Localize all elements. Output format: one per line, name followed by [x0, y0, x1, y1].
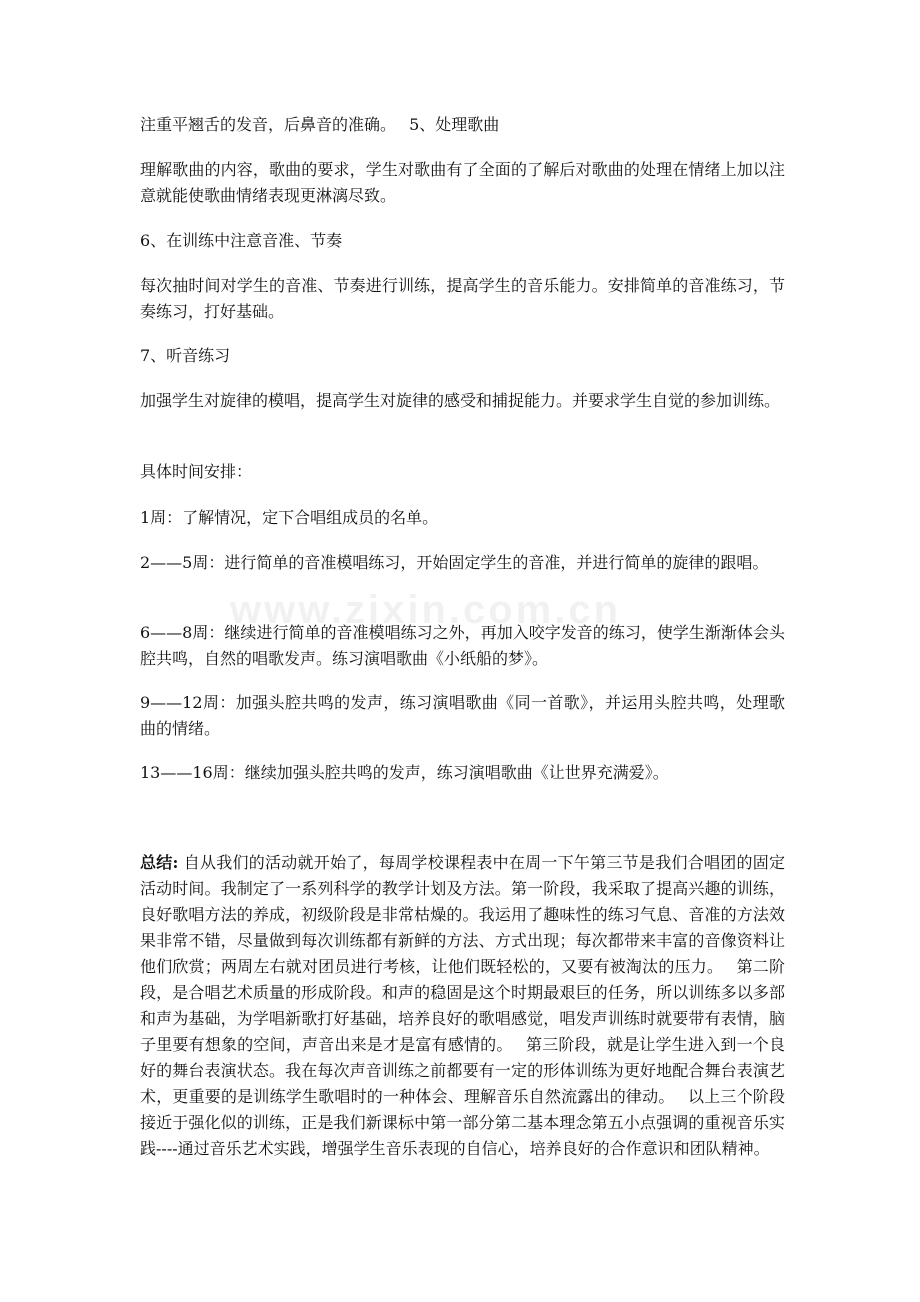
summary-text: 自从我们的活动就开始了，每周学校课程表中在周一下午第三节是我们合唱团的固定活动时间。我制定了一系列科学的教学计划及方法。第一阶段，我采取了提高兴趣的训练，良好歌唱方法的养成，初级阶段是非常枯燥的。我运用了趣味性的练习气息、音准的方法效果非常不错，尽量做到每次训练都有新鲜的方法、方式出现；每次都带来丰富的音像资料让他们欣赏；两周左右就对团员进行考核，让他们既轻松的，又要有被淘汰的压力。 第二阶段，是合唱艺术质量的形成阶段。和声的稳固是这个时期最艰巨的任务，所以训练多以多部和声为基础，为学唱新歌打好基础，培养良好的歌唱感觉，唱发声训练时就要带有表情，脑子里要有想象的空间，声音出来是才是富有感情的。 第三阶段，就是让学生进入到一个良好的舞台表演状态。我在每次声音训练之前都要有一定的形体训练为更好地配合舞台表演艺术，更重要的是训练学生歌唱时的一种体会、理解音乐自然流露出的律动。 以上三个阶段接近于强化似的训练，正是我们新课标中第一部分第二基本理念第五小点强调的重视音乐实践----通过音乐艺术实践，增强学生音乐表现的自信心，培养良好的合作意识和团队精神。 — [140, 853, 785, 1158]
schedule-week-13-16: 13——16周：继续加强头腔共鸣的发声，练习演唱歌曲《让世界充满爱》。 — [140, 763, 669, 782]
summary-label: 总结: — [140, 853, 179, 872]
heading-schedule: 具体时间安排： — [140, 462, 253, 481]
paragraph-summary — [140, 850, 785, 1162]
schedule-week-1: 1周：了解情况，定下合唱组成员的名单。 — [140, 508, 439, 527]
schedule-week-9-12: 9——12周：加强头腔共鸣的发声，练习演唱歌曲《同一首歌》，并运用头腔共鸣，处理歌曲的情绪。 — [140, 693, 785, 738]
schedule-week-2-5: 2——5周：进行简单的音准模唱练习，开始固定学生的音准，并进行简单的旋律的跟唱。 — [140, 553, 769, 572]
paragraph-ear-training: 加强学生对旋律的模唱，提高学生对旋律的感受和捕捉能力。并要求学生自觉的参加训练。 — [140, 391, 781, 410]
paragraph-song-handling: 理解歌曲的内容，歌曲的要求，学生对歌曲有了全面的了解后对歌曲的处理在情绪上加以注意就能使歌曲情绪表现更淋漓尽致。 — [140, 160, 785, 205]
schedule-week-6-8: 6——8周：继续进行简单的音准模唱练习之外，再加入咬字发音的练习，使学生渐渐体会头腔共鸣，自然的唱歌发声。练习演唱歌曲《小纸船的梦》。 — [140, 623, 785, 668]
paragraph-pronunciation: 注重平翘舌的发音，后鼻音的准确。 5、处理歌曲 — [140, 115, 500, 134]
heading-intonation-rhythm: 6、在训练中注意音准、节奏 — [140, 231, 343, 250]
heading-ear-training: 7、听音练习 — [140, 346, 231, 365]
watermark: www.zixin.com.cn — [230, 588, 622, 632]
paragraph-intonation-rhythm: 每次抽时间对学生的音准、节奏进行训练，提高学生的音乐能力。安排简单的音准练习，节奏练习，打好基础。 — [140, 276, 785, 321]
